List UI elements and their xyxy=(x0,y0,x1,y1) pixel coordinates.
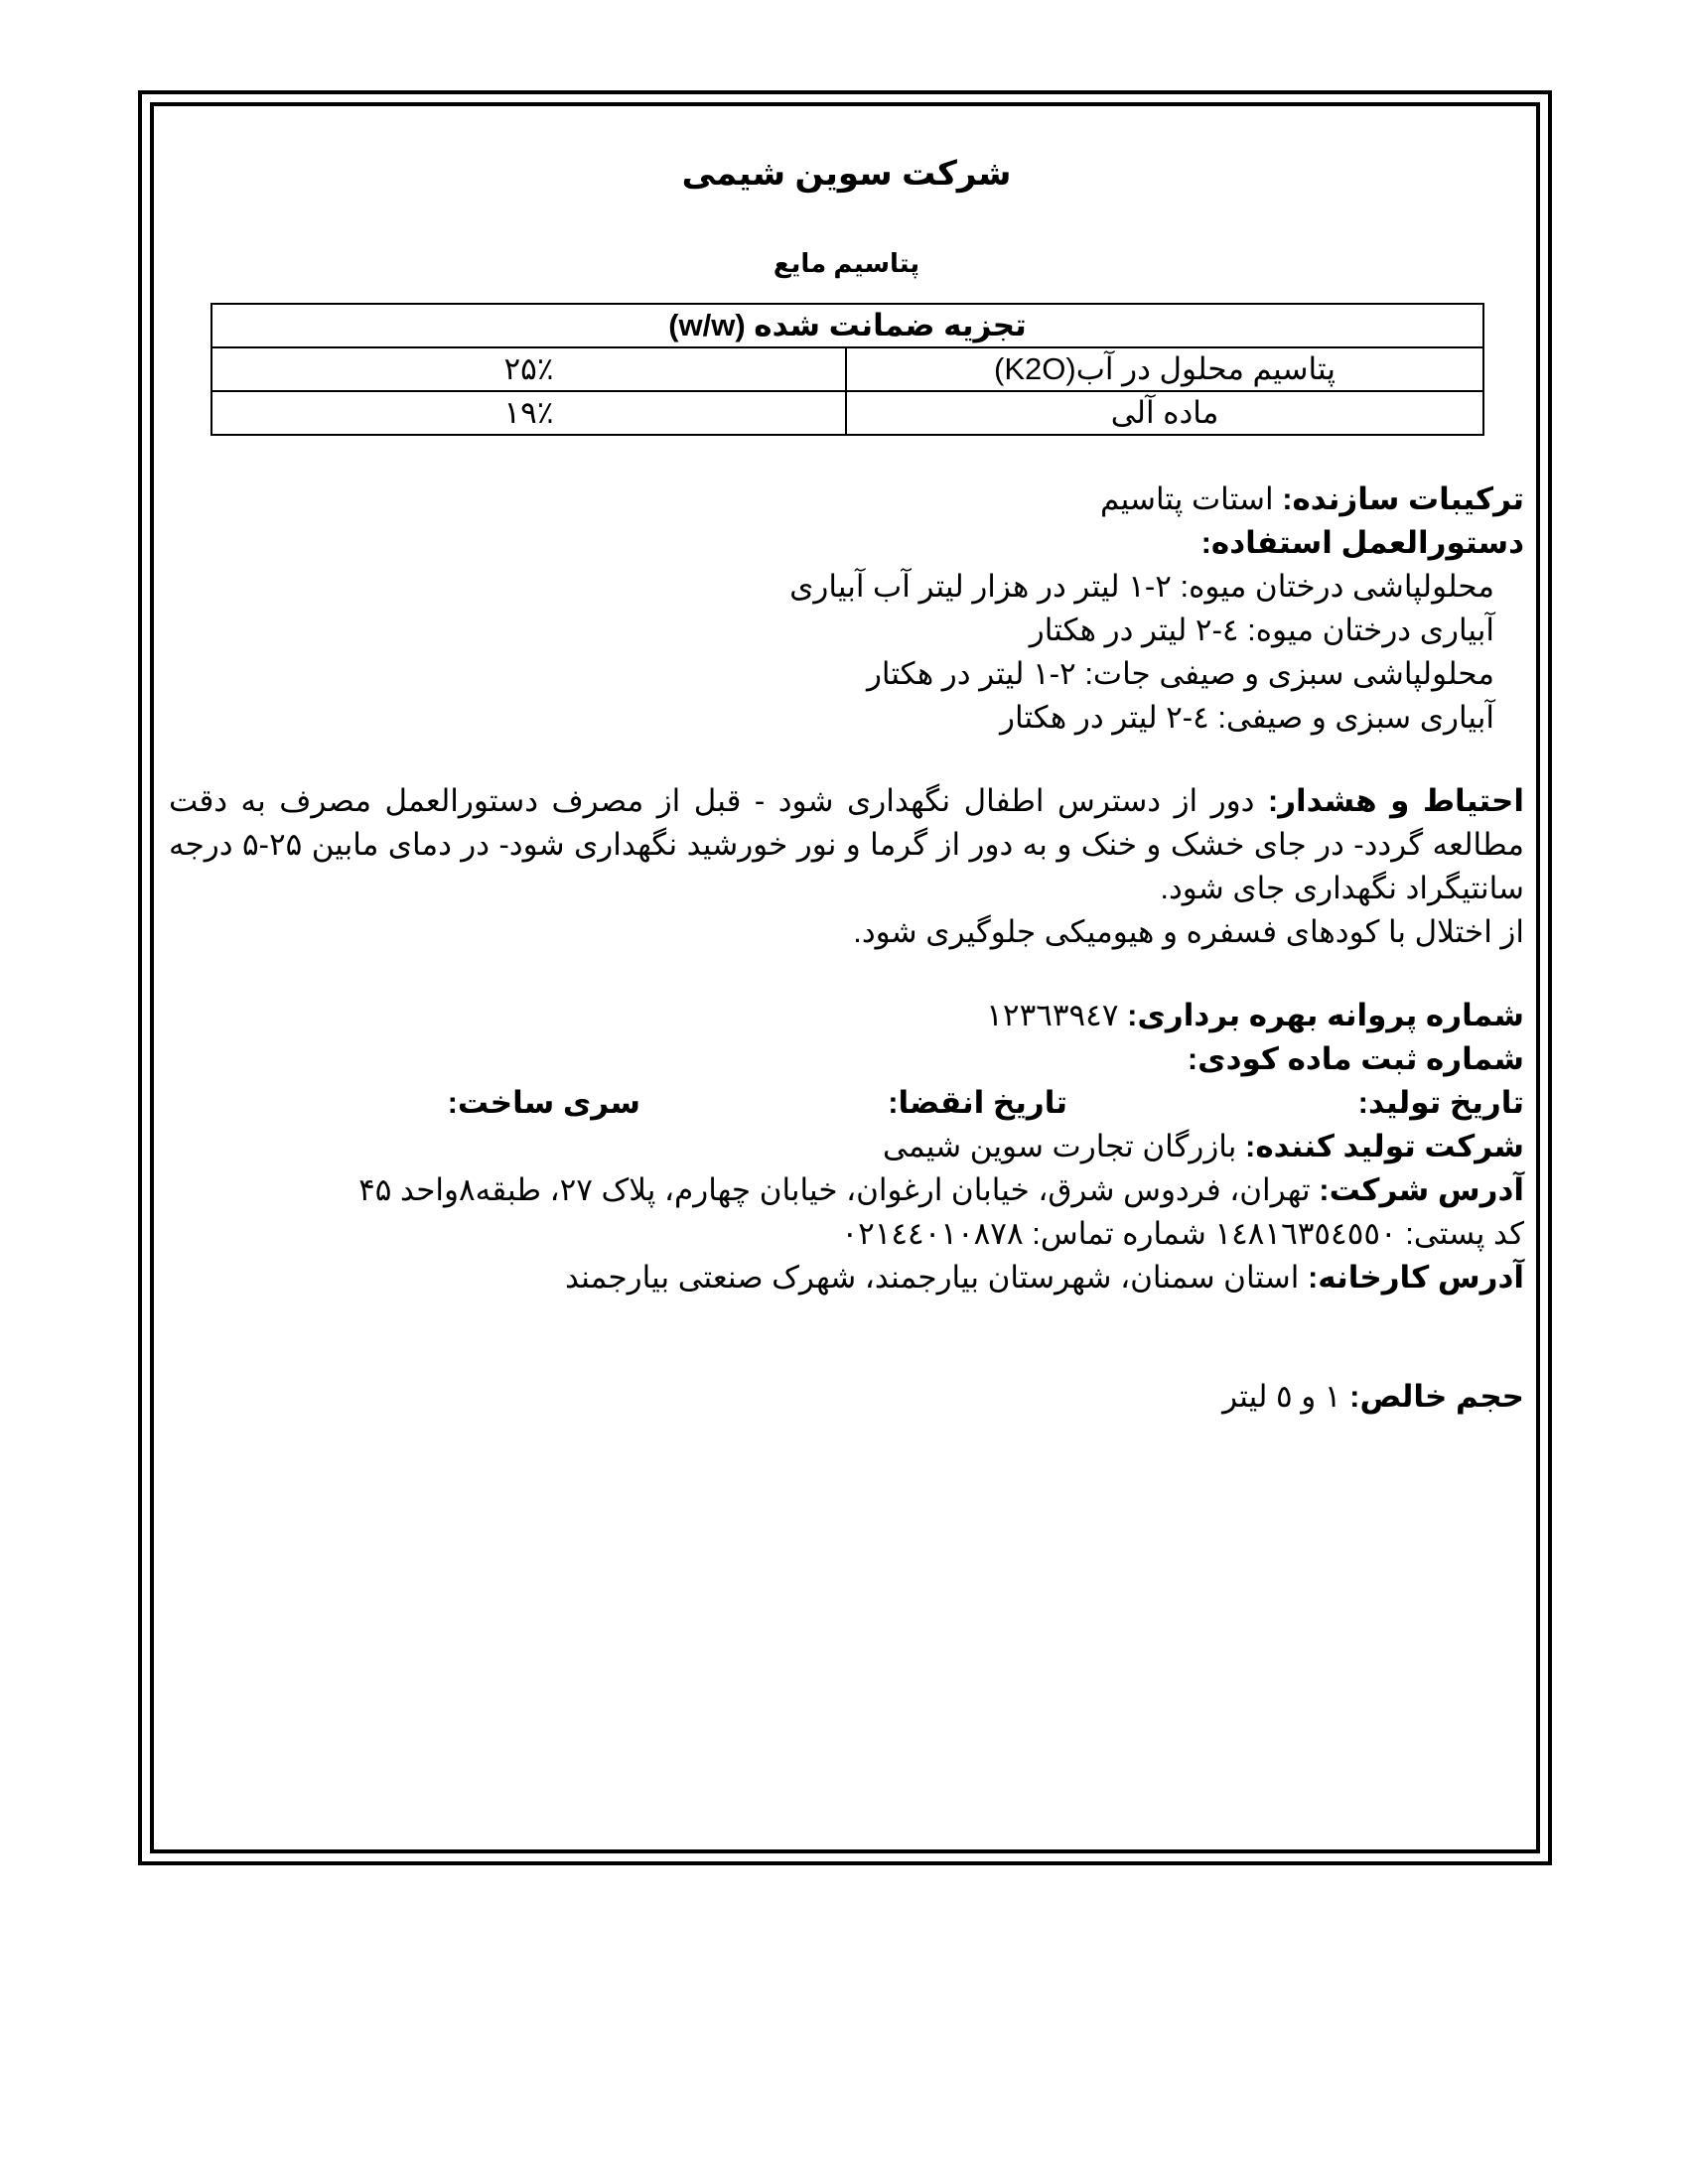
analysis-item-name: پتاسیم محلول در آب(K2O) xyxy=(846,347,1483,391)
analysis-item-name: ماده آلی xyxy=(846,391,1483,435)
license-label: شماره پروانه بهره برداری: xyxy=(1127,998,1524,1032)
product-name: پتاسیم مایع xyxy=(773,248,920,278)
manufacturer-value: بازرگان تجارت سوین شیمی xyxy=(883,1129,1237,1163)
company-address-line xyxy=(169,1168,1524,1212)
phone-number: ۰۲۱٤٤۰۱۰۸۷۸ xyxy=(841,1216,1024,1251)
manufacturer-label: شرکت تولید کننده: xyxy=(1245,1129,1524,1163)
manufacturer-line xyxy=(169,1125,1524,1168)
license-line xyxy=(169,994,1524,1037)
warning-label: احتیاط و هشدار: xyxy=(1267,783,1524,818)
company-title: شرکت سوین شیمی xyxy=(681,155,1012,193)
phone-label: شماره تماس: xyxy=(1032,1216,1206,1251)
production-date-label: تاریخ تولید: xyxy=(1357,1085,1524,1120)
analysis-item-value: ۲۵٪ xyxy=(211,347,846,391)
warning-text: دور از دسترس اطفال نگهداری شود - قبل از مصرف دستورالعمل مصرف به دقت مطالعه گردد- در جای خشک و خنک و به دور از گرما و نور خورشید نگهداری شود- در دمای مابین ۲۵-۵ درجه سانتیگراد نگهداری جای شود. xyxy=(169,783,1524,905)
postal-line xyxy=(169,1212,1524,1256)
warning-paragraph xyxy=(169,779,1524,910)
license-value: ۱۲۳٦۳۹٤۷ xyxy=(986,998,1119,1032)
batch-label: سری ساخت: xyxy=(447,1085,640,1120)
spacer xyxy=(169,1299,1524,1375)
table-header-row xyxy=(211,304,1483,347)
spacer xyxy=(169,954,1524,994)
net-volume-label: حجم خالص: xyxy=(1349,1379,1524,1414)
factory-address-line xyxy=(169,1256,1524,1299)
usage-line: آبیاری سبزی و صیفی: ٤-۲ لیتر در هکتار xyxy=(1000,700,1494,735)
analysis-item-value: ۱۹٪ xyxy=(211,391,846,435)
ingredients-usage-section xyxy=(169,478,1524,740)
warning-extra: از اختلال با کودهای فسفره و هیومیکی جلوگیری شود. xyxy=(853,914,1524,949)
factory-address-value: استان سمنان، شهرستان بیارجمند، شهرک صنعتی بیارجمند xyxy=(564,1260,1300,1295)
guaranteed-analysis-table xyxy=(211,303,1484,436)
usage-line: محلولپاشی سبزی و صیفی جات: ۲-۱ لیتر در هکتار xyxy=(866,656,1494,691)
table-row xyxy=(211,347,1483,391)
factory-address-label: آدرس کارخانه: xyxy=(1307,1260,1524,1295)
ingredients-value: استات پتاسیم xyxy=(1099,481,1274,516)
registration-section xyxy=(169,994,1524,1299)
company-address-label: آدرس شرکت: xyxy=(1319,1172,1524,1207)
table-header: تجزیه ضمانت شده (w/w) xyxy=(211,304,1483,347)
net-volume-line xyxy=(169,1375,1524,1419)
usage-line: آبیاری درختان میوه: ٤-۲ لیتر در هکتار xyxy=(1029,613,1494,647)
net-volume-value: ۱ و ٥ لیتر xyxy=(1222,1379,1341,1414)
ingredients-line xyxy=(169,478,1524,521)
spacer xyxy=(169,740,1524,779)
registration-label: شماره ثبت ماده کودی: xyxy=(1187,1041,1524,1076)
usage-line: محلولپاشی درختان میوه: ۲-۱ لیتر در هزار لیتر آب آبیاری xyxy=(789,569,1494,604)
dates-row xyxy=(169,1081,1524,1125)
table-row xyxy=(211,391,1483,435)
expiry-date-label: تاریخ انقضا: xyxy=(888,1085,1067,1120)
company-address-value: تهران، فردوس شرق، خیابان ارغوان، خیابان چهارم، پلاک ۲۷، طبقه۸واحد ۴۵ xyxy=(358,1172,1311,1207)
ingredients-label: ترکیبات سازنده: xyxy=(1282,481,1524,516)
postal-label: کد پستی: xyxy=(1405,1216,1524,1251)
usage-label: دستورالعمل استفاده: xyxy=(1200,525,1524,560)
warning-section xyxy=(169,779,1524,954)
label-content xyxy=(169,102,1524,1419)
postal-code: ۱٤۸۱٦۳٥٤٥٥۰ xyxy=(1214,1216,1397,1251)
